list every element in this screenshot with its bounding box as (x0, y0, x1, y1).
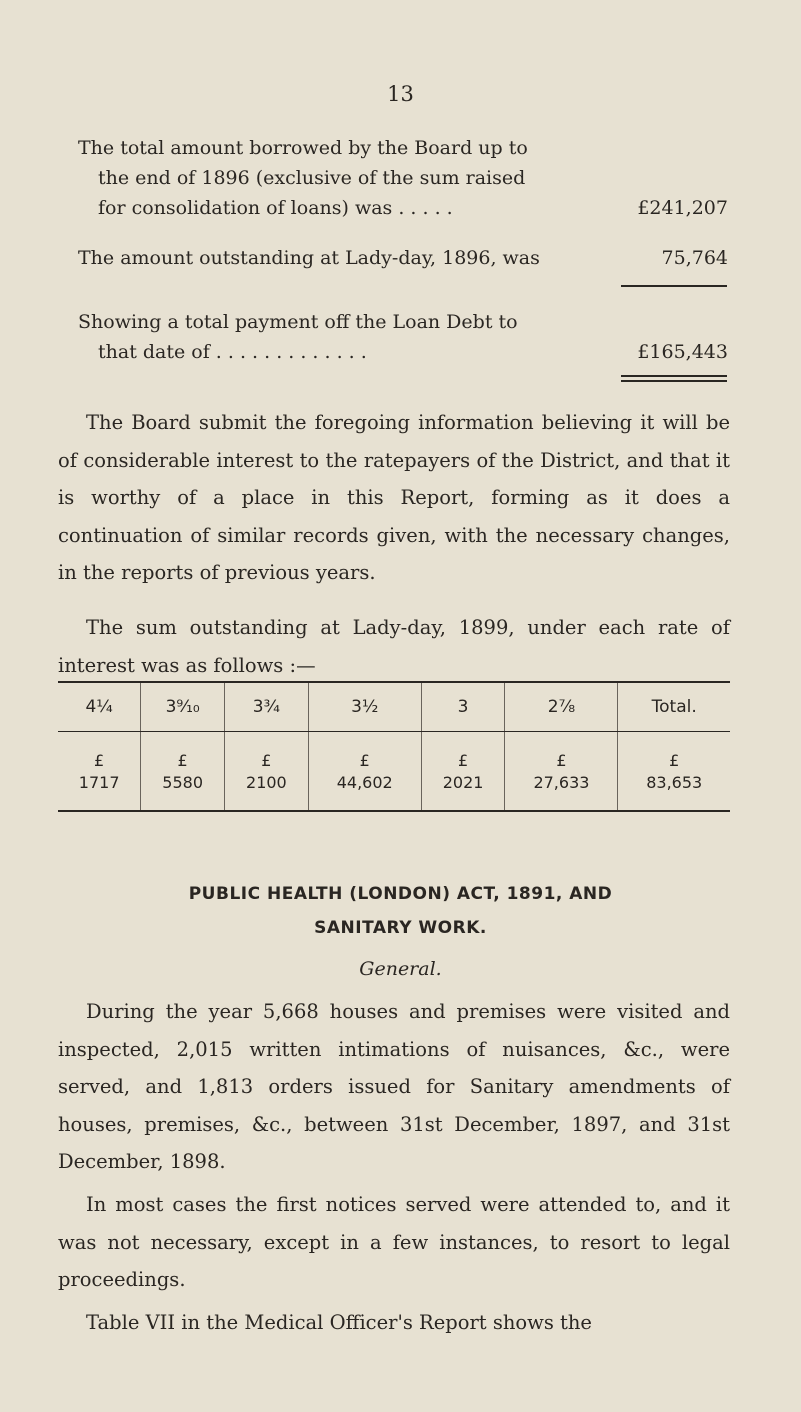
statement-line (78, 193, 728, 223)
table-cell (58, 732, 141, 813)
double-rule-bottom (621, 380, 727, 382)
currency-symbol: £ (261, 751, 272, 770)
section-heading-line2: SANITARY WORK. (314, 918, 487, 938)
showing-statement (78, 307, 728, 367)
statement-line: the end of 1896 (exclusive of the sum raised (98, 167, 526, 189)
currency-symbol: £ (457, 751, 469, 770)
table-cell (505, 732, 618, 813)
page-number: 13 (387, 82, 414, 106)
cell-value: 44,602 (336, 773, 393, 792)
interest-rates-table (58, 683, 730, 812)
outstanding-amount: 75,764 (661, 247, 728, 269)
currency-symbol: £ (359, 751, 370, 770)
total-header: Total. (618, 683, 730, 732)
paragraph-sum-outstanding: The sum outstanding at Lady-day, 1899, under each rate of interest was as follows :— (58, 616, 730, 677)
statement-line (78, 337, 728, 367)
table-bottom-rule (58, 810, 730, 812)
currency-symbol: £ (669, 751, 680, 770)
rate-header: 3½ (308, 683, 421, 732)
section-heading-line1: PUBLIC HEALTH (LONDON) ACT, 1891, AND (188, 884, 613, 904)
total-payment-amount: £165,443 (637, 341, 728, 363)
borrowed-amount: £241,207 (637, 197, 728, 219)
statement-line: Showing a total payment off the Loan Debt to (78, 311, 518, 333)
paragraph-table-vii: Table VII in the Medical Officer's Report shows the (86, 1311, 592, 1334)
paragraph-board-submit: The Board submit the foregoing information believing it will be of considerable interest to the ratepayers of the District, and that it is worthy of a place in this Report, forming as it does a continuation of similar records given, with the necessary changes, in the reports of previous years. (58, 411, 730, 584)
section-subheading: General. (359, 958, 442, 980)
double-rule-top (621, 375, 727, 377)
rate-header: 3 (421, 683, 505, 732)
rate-header: 3¾ (225, 683, 309, 732)
table-cell (225, 732, 309, 813)
borrowed-statement (78, 133, 728, 223)
outstanding-statement (78, 243, 728, 273)
cell-value: 1717 (78, 773, 120, 792)
rate-header: 3⁹⁄₁₀ (141, 683, 225, 732)
statement-text: for consolidation of loans) was . . . . . (98, 197, 453, 219)
cell-value: 27,633 (533, 773, 590, 792)
table-cell (308, 732, 421, 813)
table-row (58, 732, 730, 813)
currency-symbol: £ (556, 751, 567, 770)
table-header-row (58, 683, 730, 732)
cell-value: 2100 (246, 773, 287, 792)
table-cell (421, 732, 505, 813)
currency-symbol: £ (94, 751, 105, 770)
rate-header: 4¼ (58, 683, 141, 732)
subtotal-rule (621, 285, 727, 287)
paragraph-houses-visited: During the year 5,668 houses and premises were visited and inspected, 2,015 written intimations of nuisances, &c., were served, and 1,813 orders issued for Sanitary amendments of houses, premises, &c., between 31st December, 1897, and 31st December, 1898. (58, 1000, 730, 1173)
currency-symbol: £ (177, 751, 188, 770)
statement-text: The amount outstanding at Lady-day, 1896, was (78, 247, 540, 269)
table-cell (141, 732, 225, 813)
cell-value: 83,653 (646, 773, 703, 792)
paragraph-notices: In most cases the first notices served were attended to, and it was not necessary, except in a few instances, to resort to legal proceedings. (58, 1193, 730, 1291)
table-cell (618, 732, 730, 813)
cell-value: 5580 (162, 773, 203, 792)
statement-line: The total amount borrowed by the Board up to (78, 137, 528, 159)
statement-line (78, 243, 728, 273)
statement-text: that date of . . . . . . . . . . . . . (98, 341, 367, 363)
rate-header: 2⅞ (505, 683, 618, 732)
cell-value: 2021 (442, 773, 484, 792)
